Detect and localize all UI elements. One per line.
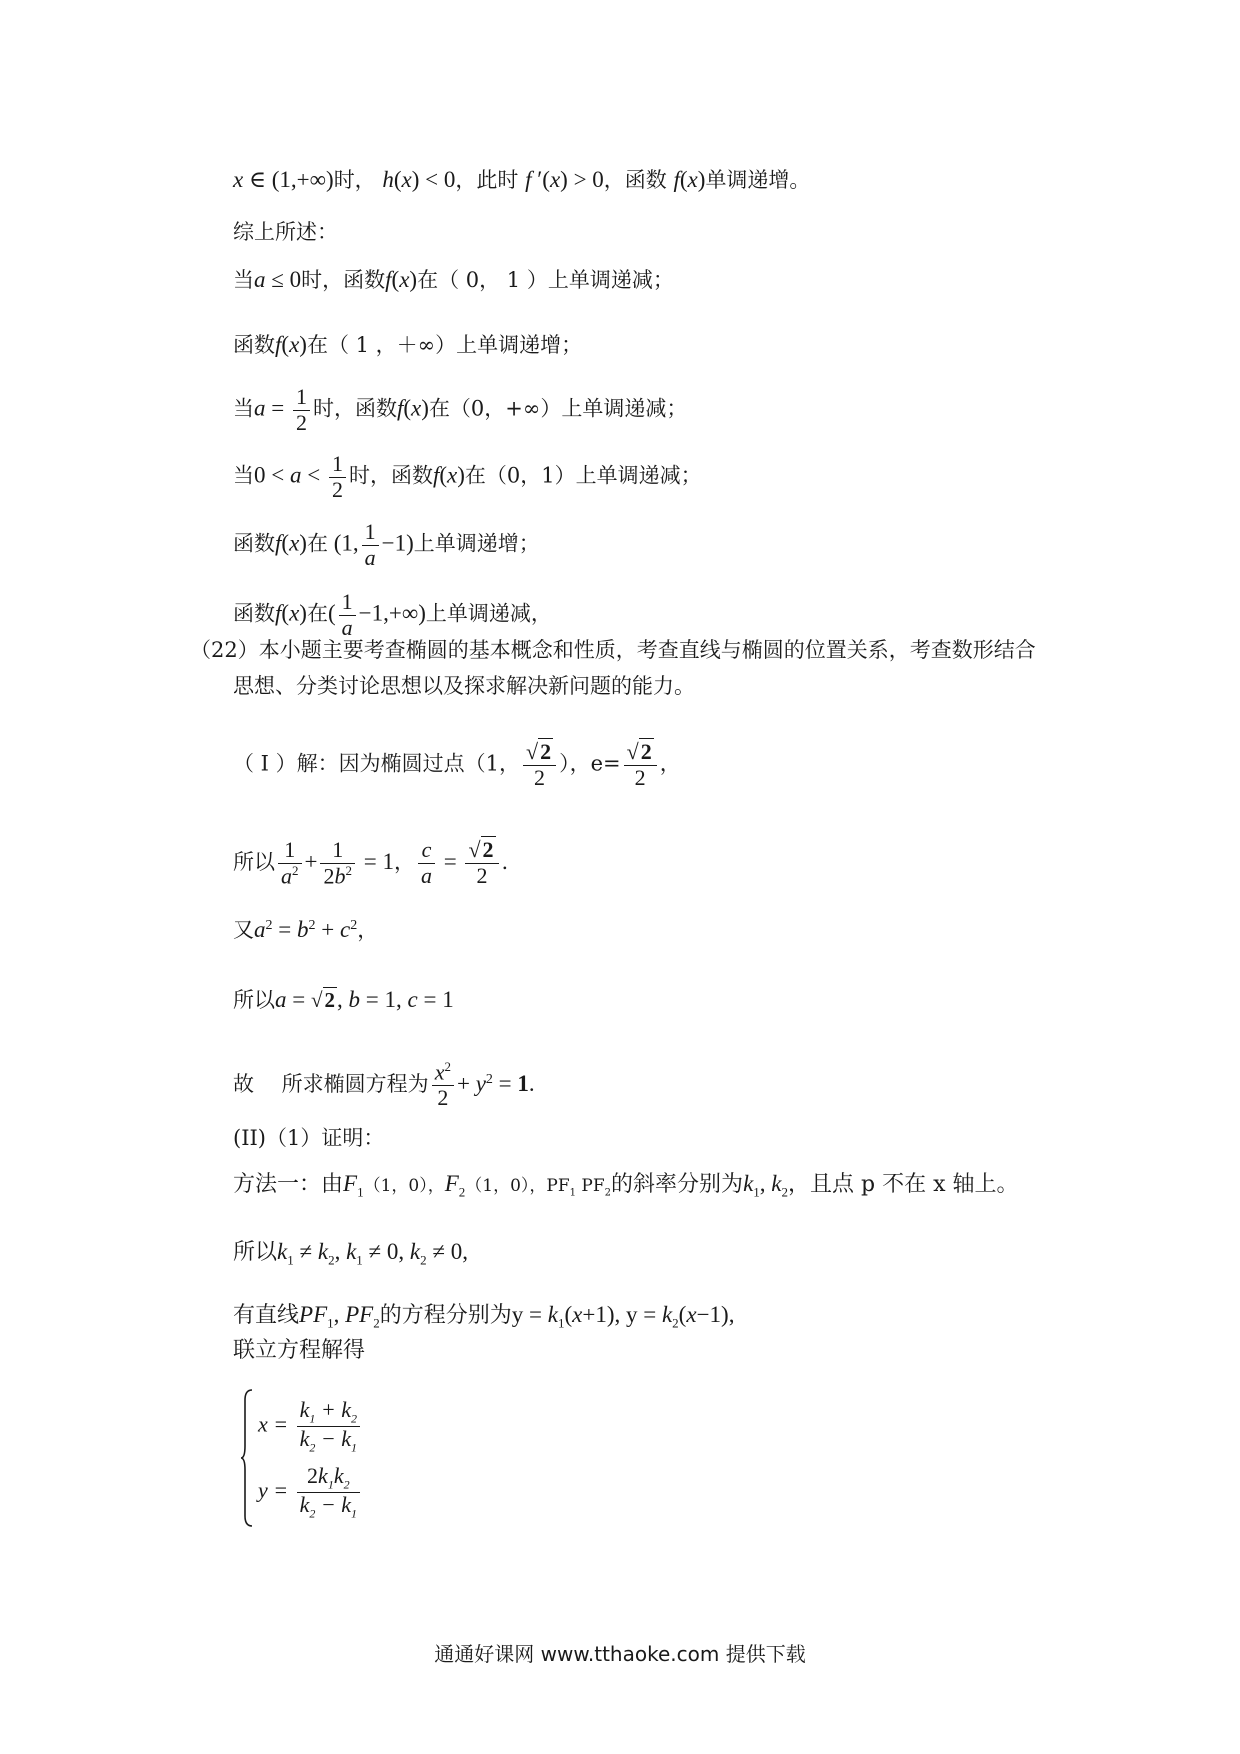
text: 在（ 0， 1 ）上单调递减；	[417, 268, 674, 292]
text: 所以	[233, 849, 275, 874]
text: 当	[233, 463, 254, 488]
text: (II)（1）证明：	[233, 1126, 385, 1150]
equation-system-ab: 所以 $\frac{1}{a^2}$ + $\frac{1}{2b^2}$ = 1， $\frac{c}{a}$ = $\frac{√2}{2}$ .	[233, 837, 509, 888]
fraction-one-half: $\frac{1}{2}$	[329, 452, 346, 502]
line-monotonic-increase: x ∈ (1,+∞)时， h(x) < 0，此时 f ′(x) > 0，函数 f(x)单调递增。	[233, 167, 811, 192]
solution-x: x = $\frac{k_1 + k_2}{k_2 - k_1}$	[258, 1398, 363, 1455]
values-abc: 所以a = √2, b = 1, c = 1	[233, 987, 454, 1012]
solution-y: y = $\frac{2k_1k_2}{k_2 - k_1}$	[258, 1464, 363, 1521]
text: （1，0），PF	[465, 1176, 570, 1196]
line-equations: 有直线$PF_1$, $PF_2$的方程分别为$y = k_1(x+1)$, $y = k_2(x-1)$,	[233, 1302, 735, 1331]
text: 故 所求椭圆方程为	[233, 1071, 429, 1096]
line-summary	[233, 222, 338, 243]
text: 的方程分别为	[379, 1303, 512, 1328]
fraction-1-over-a2: $\frac{1}{a^2}$	[278, 838, 302, 889]
text: （22）本小题主要考查椭圆的基本概念和性质，考查直线与椭圆的位置关系，考查数形结合	[190, 638, 1036, 662]
text: 上单调递增；	[413, 531, 540, 556]
text: 所以	[233, 1240, 278, 1265]
text: （ I ）解：因为椭圆过点（1，	[233, 751, 521, 776]
text: 当	[233, 396, 254, 421]
text: ，	[357, 918, 379, 942]
text: 时，	[333, 168, 376, 192]
fraction-sqrt2-over-2: $\frac{√2}{2}$	[624, 740, 657, 790]
line-increase-1-1a: 函数f(x)在 (1, $\frac{1}{a}$ −1)上单调递增；	[233, 519, 540, 570]
part-1-intro	[233, 740, 681, 790]
text: 在	[306, 601, 328, 626]
text: 函数	[233, 601, 275, 626]
line-case-0-a-half: 当0 < a < $\frac{1}{2}$ 时，函数f(x)在（0，1）上单调递减；	[233, 451, 702, 502]
text: 又	[233, 918, 254, 942]
text: 在（ 1 ，＋∞）上单调递增；	[306, 333, 583, 357]
text: 的斜率分别为	[611, 1172, 744, 1197]
text: 函数	[233, 531, 275, 556]
text: 时，函数	[301, 268, 386, 292]
text: ，	[393, 849, 415, 874]
text: （1，0），	[363, 1176, 445, 1196]
text: 上单调递减，	[425, 601, 552, 626]
text: 所以	[233, 988, 275, 1012]
left-brace-icon	[240, 1388, 254, 1528]
text: ，且点 p 不在 x 轴上。	[788, 1172, 1019, 1197]
text: 综上所述：	[233, 220, 338, 244]
part-2-heading	[233, 1128, 384, 1149]
line-case-a-half: 当a = $\frac{1}{2}$ 时，函数f(x)在（0，+∞）上单调递减；	[233, 384, 688, 435]
text: ，函数	[603, 168, 667, 192]
fraction-1-over-2b2: $\frac{1}{2b^2}$	[320, 838, 355, 889]
problem-22-heading	[190, 640, 1036, 661]
slope-conditions: 所以$k_1 \ne k_2$, $k_1 \ne 0$, $k_2 \ne 0$,	[233, 1239, 469, 1268]
ellipse-equation: 故 所求椭圆方程为 $\frac{x^2}{2}$ + $y^2 = 1$.	[233, 1059, 535, 1110]
text: 单调递增。	[705, 168, 811, 192]
text: .	[501, 849, 509, 874]
text: 思想、分类讨论思想以及探求解决新问题的能力。	[233, 674, 695, 698]
text: 在	[306, 531, 328, 556]
text: PF	[576, 1176, 605, 1196]
math-x-interval: x	[233, 167, 244, 192]
text: 时，函数	[348, 463, 433, 488]
footer-source: 通通好课网 www.tthaoke.com 提供下载	[434, 1642, 806, 1666]
solve-system-label	[233, 1340, 365, 1362]
line-increase-1-inf: 函数f(x)在（ 1 ，＋∞）上单调递增；	[233, 332, 583, 357]
fraction-c-over-a: $\frac{c}{a}$	[418, 838, 435, 888]
text: 有直线	[233, 1303, 300, 1328]
problem-22-heading-cont	[233, 676, 695, 697]
method-one: 方法一：由$F_1(1$，0），$F_2(1$，0），$PF_1$ $PF_2$的斜率分别为$k_1$, $k_2$，且点 p 不在 x 轴上。	[233, 1171, 1019, 1200]
text: 函数	[233, 333, 275, 357]
text: ，此时	[455, 168, 519, 192]
fraction-one-over-a: $\frac{1}{a}$	[362, 520, 379, 570]
fraction-sqrt2-over-2: $\frac{√2}{2}$	[523, 740, 556, 790]
fraction-one-over-a: $\frac{1}{a}$	[339, 590, 356, 640]
text: 在（0，1）上单调递减；	[464, 463, 702, 488]
text: 时，函数	[312, 396, 397, 421]
relation-abc: 又$a^2 = b^2 + c^2$，	[233, 917, 379, 942]
text: ），e=	[559, 751, 621, 776]
text: 联立方程解得	[233, 1338, 366, 1363]
line-decrease-1a-inf: 函数f(x)在( $\frac{1}{a}$ −1,+∞)上单调递减，	[233, 589, 552, 640]
text: 当	[233, 268, 254, 292]
text: 方法一：由	[233, 1172, 344, 1197]
fraction-one-half: $\frac{1}{2}$	[293, 385, 310, 435]
text: ，	[659, 751, 681, 776]
fraction-sqrt2-over-2: $\frac{√2}{2}$	[465, 838, 498, 888]
line-case-a-le-0: 当a ≤ 0时，函数f(x)在（ 0， 1 ）上单调递减；	[233, 267, 674, 292]
text: 在（0，+∞）上单调递减；	[428, 396, 688, 421]
fraction-x2-over-2: $\frac{x^2}{2}$	[432, 1060, 454, 1111]
